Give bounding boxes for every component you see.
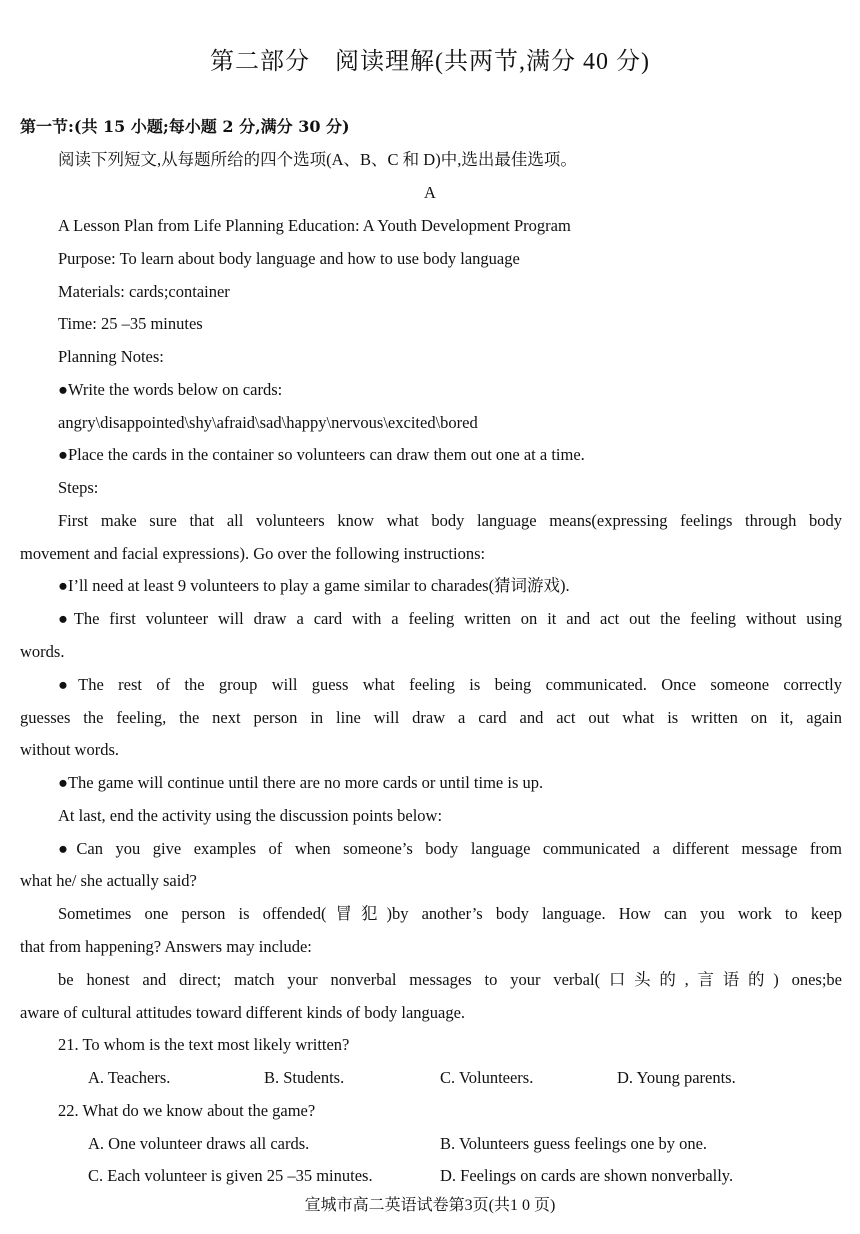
page-footer: 宣城市高二英语试卷第3页(共1 0 页) <box>304 1197 556 1214</box>
time-line: Time: 25 –35 minutes <box>58 314 203 333</box>
question-22-option-d[interactable]: D. Feelings on cards are shown nonverbally. <box>440 1166 734 1185</box>
discussion-point-2-line-2: that from happening? Answers may include: <box>20 937 312 956</box>
section-heading: 第一节:(共 15 小题;每小题 2 分,满分 30 分) <box>20 117 350 136</box>
answers-line-1: be honest and direct; match your nonverbal messages to your verbal(口头的,言语的) ones;be <box>58 970 842 989</box>
question-22-option-c[interactable]: C. Each volunteer is given 25 –35 minutes. <box>88 1166 373 1185</box>
question-22-stem: 22. What do we know about the game? <box>58 1101 316 1120</box>
materials-line: Materials: cards;container <box>58 282 230 301</box>
passage-label: A <box>424 183 436 202</box>
instruction-bullet-3-line-1: ●The rest of the group will guess what feeling is being communicated. Once someone correctly <box>58 675 842 694</box>
part-title: 第二部分 阅读理解(共两节,满分 40 分) <box>210 49 650 75</box>
question-21-option-d[interactable]: D. Young parents. <box>617 1068 736 1087</box>
instruction-bullet-2-line-1: ●The first volunteer will draw a card with a feeling written on it and act out the feeling without using <box>58 609 842 628</box>
feeling-words: angry\disappointed\shy\afraid\sad\happy\nervous\excited\bored <box>58 413 478 432</box>
steps-paragraph-line-2: movement and facial expressions). Go over the following instructions: <box>20 544 486 563</box>
instruction-text: 阅读下列短文,从每题所给的四个选项(A、B、C 和 D)中,选出最佳选项。 <box>58 150 577 169</box>
question-22-option-a[interactable]: A. One volunteer draws all cards. <box>88 1134 310 1153</box>
passage-heading: A Lesson Plan from Life Planning Education: A Youth Development Program <box>58 216 571 235</box>
instruction-bullet-3-line-3: without words. <box>20 740 119 759</box>
instruction-bullet-2-line-2: words. <box>20 642 65 661</box>
question-21-stem: 21. To whom is the text most likely written? <box>58 1035 350 1054</box>
question-21-option-a[interactable]: A. Teachers. <box>88 1068 171 1087</box>
discussion-point-2-line-1: Sometimes one person is offended(冒犯)by another’s body language. How can you work to keep <box>58 904 842 923</box>
discussion-point-1-line-1: ●Can you give examples of when someone’s body language communicated a different message from <box>58 839 842 858</box>
purpose-line: Purpose: To learn about body language and how to use body language <box>58 249 520 268</box>
steps-label: Steps: <box>58 478 99 497</box>
discussion-intro: At last, end the activity using the discussion points below: <box>58 806 443 825</box>
note-write-words: ●Write the words below on cards: <box>58 380 283 399</box>
answers-line-2: aware of cultural attitudes toward different kinds of body language. <box>20 1003 466 1022</box>
steps-paragraph-line-1: First make sure that all volunteers know what body language means(expressing feelings through body <box>58 511 842 530</box>
instruction-bullet-4: ●The game will continue until there are no more cards or until time is up. <box>58 773 544 792</box>
instruction-bullet-3-line-2: guesses the feeling, the next person in line will draw a card and act out what is written on it, again <box>20 708 842 727</box>
instruction-bullet-1: ●I’ll need at least 9 volunteers to play a game similar to charades(猜词游戏). <box>58 576 570 595</box>
planning-notes-label: Planning Notes: <box>58 347 164 366</box>
question-21-option-c[interactable]: C. Volunteers. <box>440 1068 534 1087</box>
discussion-point-1-line-2: what he/ she actually said? <box>20 871 197 890</box>
question-22-option-b[interactable]: B. Volunteers guess feelings one by one. <box>440 1134 708 1153</box>
question-21-option-b[interactable]: B. Students. <box>264 1068 345 1087</box>
note-place-cards: ●Place the cards in the container so volunteers can draw them out one at a time. <box>58 445 585 464</box>
